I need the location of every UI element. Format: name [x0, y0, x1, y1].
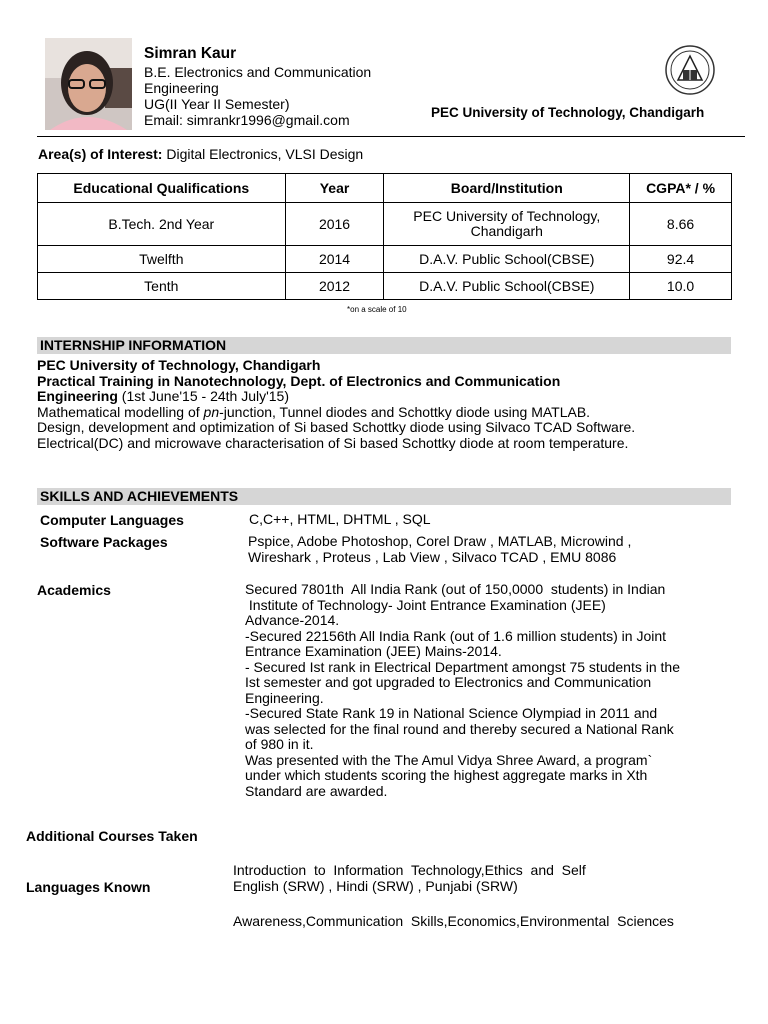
internship-dates: (1st June'15 - 24th July'15) — [117, 388, 290, 404]
year-cell: 2014 — [285, 246, 384, 273]
software-packages-label: Software Packages — [40, 534, 168, 550]
table-row — [38, 203, 732, 246]
header-divider — [37, 136, 745, 137]
degree-line: Engineering — [144, 80, 219, 96]
scale-footnote: *on a scale of 10 — [347, 305, 407, 314]
academics-line: Standard are awarded. — [245, 782, 388, 799]
academics-label: Academics — [37, 582, 111, 598]
score-cell: 92.4 — [630, 246, 732, 273]
academics-line: -Secured State Rank 19 in National Science Olympiad in 2011 and — [245, 705, 658, 721]
column-header: Board/Institution — [384, 174, 630, 203]
qualification-cell: B.Tech. 2nd Year — [38, 203, 286, 246]
table-row — [38, 273, 732, 300]
additional-courses-value: Introduction to Information Technology,Ethics and Self Awareness,Communication Skills,Economics,Environmental Sciences — [233, 862, 674, 929]
university-logo-icon — [664, 44, 716, 96]
qualification-cell: Tenth — [38, 273, 286, 300]
academics-list — [245, 582, 745, 799]
section-heading: SKILLS AND ACHIEVEMENTS — [37, 488, 731, 505]
academics-line: Engineering. — [245, 689, 324, 706]
internship-details — [37, 358, 737, 451]
academics-line: under which students scoring the highest aggregate marks in Xth — [245, 767, 648, 783]
semester: UG(II Year II Semester) — [144, 96, 290, 112]
candidate-name: Simran Kaur — [144, 45, 237, 62]
column-header: CGPA* / % — [630, 174, 732, 203]
section-heading: INTERNSHIP INFORMATION — [37, 337, 731, 354]
year-cell: 2012 — [285, 273, 384, 300]
computer-languages-label: Computer Languages — [40, 512, 184, 528]
academics-line: Ist semester and got upgraded to Electronics and Communication — [245, 674, 652, 690]
interest-label: Area(s) of Interest: — [38, 146, 163, 162]
internship-title: Practical Training in Nanotechnology, Dept. of Electronics and Communication — [37, 372, 561, 389]
score-cell: 10.0 — [630, 273, 732, 300]
computer-languages-value: C,C++, HTML, DHTML , SQL — [249, 511, 431, 527]
column-header: Year — [285, 174, 384, 203]
email[interactable]: Email: simrankr1996@gmail.com — [144, 112, 350, 128]
column-header: Educational Qualifications — [38, 174, 286, 203]
academics-line: Institute of Technology- Joint Entrance Examination (JEE) — [245, 596, 606, 613]
academics-line: Was presented with the The Amul Vidya Shree Award, a program` — [245, 751, 653, 768]
degree-line: B.E. Electronics and Communication — [144, 64, 372, 80]
internship-line: Electrical(DC) and microwave characterisation of Si based Schottky diode at room temperature. — [37, 434, 629, 451]
academics-line: was selected for the final round and thereby secured a National Rank — [245, 720, 674, 737]
score-cell: 8.66 — [630, 203, 732, 246]
education-table — [37, 173, 732, 300]
university-name: PEC University of Technology, Chandigarh — [431, 105, 705, 120]
year-cell: 2016 — [285, 203, 384, 246]
board-cell — [384, 203, 630, 246]
internship-org: PEC University of Technology, Chandigarh — [37, 357, 321, 373]
academics-line: Entrance Examination (JEE) Mains-2014. — [245, 643, 502, 659]
area-of-interest — [38, 146, 363, 162]
languages-value: English (SRW) , Hindi (SRW) , Punjabi (SRW) — [233, 878, 518, 894]
board-cell: D.A.V. Public School(CBSE) — [384, 246, 630, 273]
software-packages-value: Pspice, Adobe Photoshop, Corel Draw , MATLAB, Microwind , Wireshark , Proteus , Lab View , Silvaco TCAD , EMU 8086 — [248, 533, 632, 565]
languages-label: Languages Known — [26, 879, 151, 895]
table-row — [38, 246, 732, 273]
header-contact — [144, 46, 371, 128]
academics-line: Advance-2014. — [245, 612, 340, 628]
additional-courses-label: Additional Courses Taken — [26, 828, 198, 844]
internship-line: Design, development and optimization of Si based Schottky diode using Silvaco TCAD Software. — [37, 419, 636, 435]
board-line: Chandigarh — [470, 223, 543, 239]
profile-photo — [45, 38, 132, 130]
board-cell: D.A.V. Public School(CBSE) — [384, 273, 630, 300]
academics-line: Secured 7801th All India Rank (out of 150,0000 students) in Indian — [245, 581, 666, 597]
board-line: PEC University of Technology, — [413, 208, 601, 224]
internship-line: Mathematical modelling of pn-junction, Tunnel diodes and Schottky diode using MATLAB. — [37, 403, 591, 420]
table-header-row — [38, 174, 732, 203]
academics-line: of 980 in it. — [245, 736, 314, 752]
qualification-cell: Twelfth — [38, 246, 286, 273]
interest-value: Digital Electronics, VLSI Design — [162, 146, 364, 162]
academics-line: - Secured Ist rank in Electrical Department amongst 75 students in the — [245, 658, 680, 675]
academics-line: -Secured 22156th All India Rank (out of 1.6 million students) in Joint — [245, 627, 667, 644]
internship-title: Engineering — [37, 388, 118, 404]
